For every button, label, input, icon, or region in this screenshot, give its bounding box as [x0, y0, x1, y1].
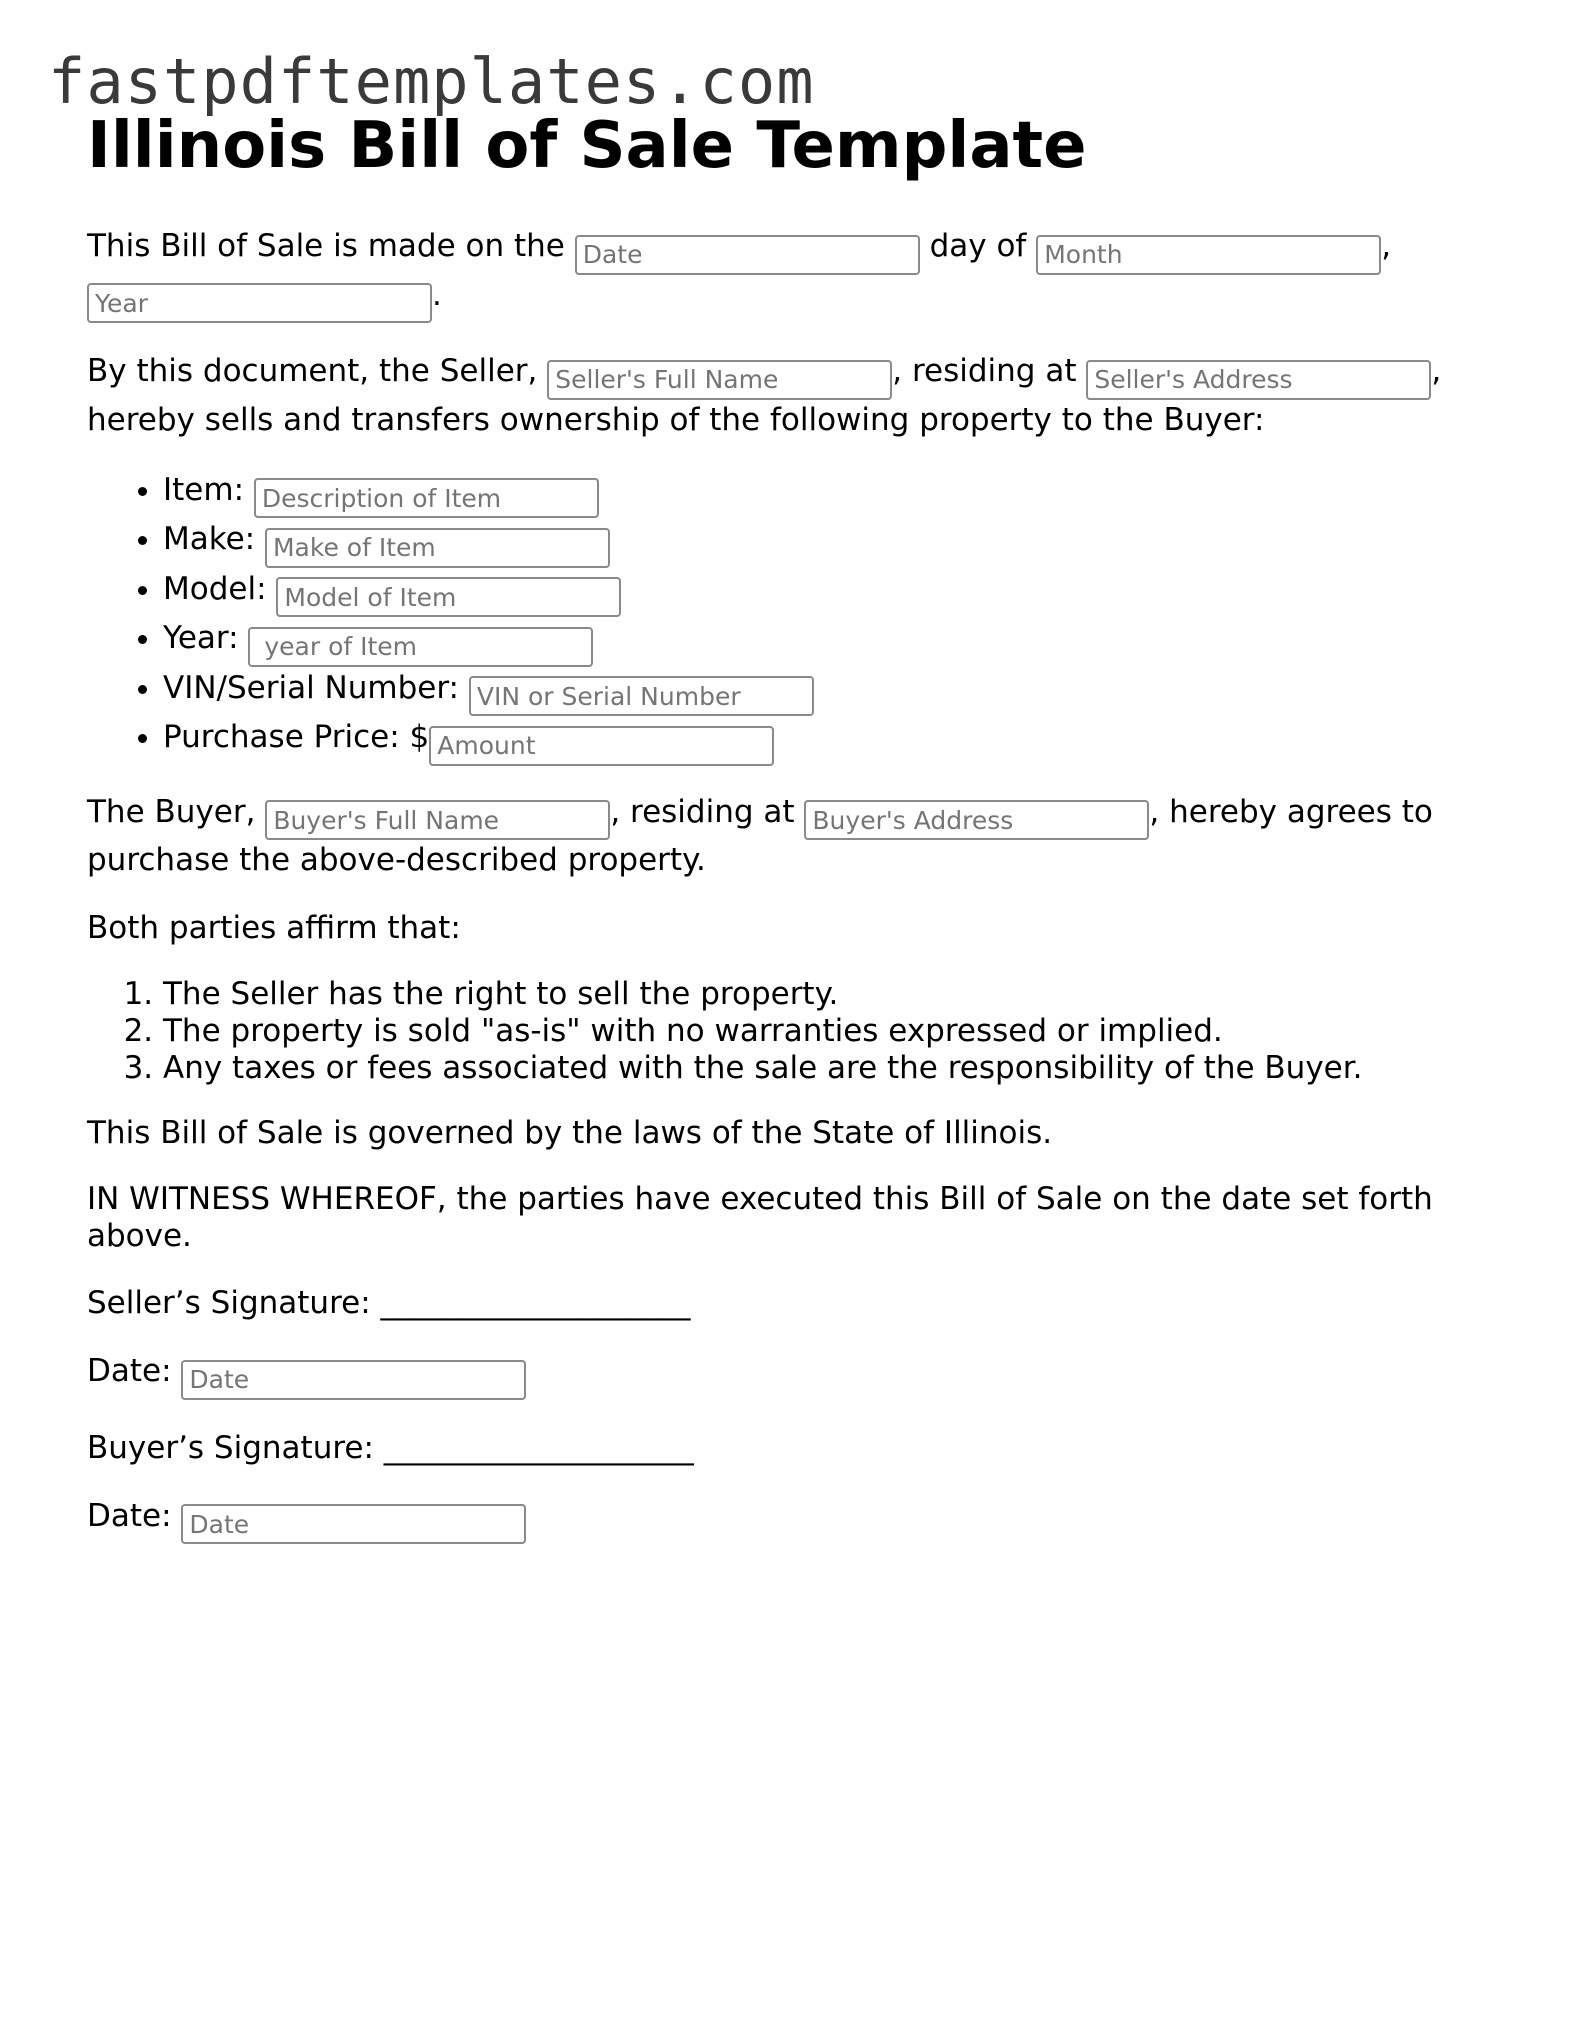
- seller-text-2: , residing at: [892, 353, 1077, 389]
- make-label: Make:: [163, 521, 256, 557]
- buyer-paragraph: [87, 792, 1487, 881]
- list-item: 1. The Seller has the right to sell the property.: [163, 976, 1487, 1013]
- buyer-name-input[interactable]: [265, 800, 610, 840]
- watermark: fastpdftemplates.com: [48, 45, 815, 118]
- price-label: Purchase Price: $: [163, 719, 430, 755]
- vin-label: VIN/Serial Number:: [163, 669, 459, 706]
- item-make-input[interactable]: [265, 528, 610, 568]
- item-description-input[interactable]: [254, 478, 599, 518]
- intro-text-2: day of: [929, 228, 1027, 264]
- purchase-price-input[interactable]: [429, 726, 774, 766]
- sale-date-input[interactable]: [575, 235, 920, 275]
- buyer-date-row: [87, 1496, 1487, 1545]
- vin-serial-input[interactable]: [469, 676, 814, 716]
- list-item: [163, 668, 1487, 717]
- buyer-text-1: The Buyer,: [87, 793, 256, 830]
- affirm-intro: Both parties affirm that:: [87, 910, 461, 946]
- list-item: [163, 569, 1487, 618]
- seller-signature-line: Seller’s Signature: ____________________: [87, 1285, 691, 1321]
- buyer-date-label: Date:: [87, 1497, 172, 1534]
- item-year-input[interactable]: [248, 627, 593, 667]
- buyer-date-input[interactable]: [181, 1504, 526, 1544]
- seller-name-input[interactable]: [547, 360, 892, 400]
- buyer-signature-line: Buyer’s Signature: ____________________: [87, 1429, 694, 1466]
- year-label: Year:: [163, 620, 239, 656]
- sale-month-input[interactable]: [1036, 235, 1381, 275]
- list-item: [163, 717, 1487, 766]
- sale-year-input[interactable]: [87, 283, 432, 323]
- item-model-input[interactable]: [276, 577, 621, 617]
- witness-statement: IN WITNESS WHEREOF, the parties have executed this Bill of Sale on the date set forth above.: [87, 1181, 1433, 1254]
- list-item: [163, 470, 1487, 519]
- affirmation-list: [87, 976, 1487, 1087]
- buyer-text-3: , hereby agrees to purchase the above-described property.: [87, 793, 1433, 878]
- seller-date-input[interactable]: [181, 1360, 526, 1400]
- intro-text-4: .: [432, 276, 442, 313]
- seller-text-1: By this document, the Seller,: [87, 353, 538, 389]
- seller-date-row: [87, 1351, 1487, 1400]
- list-item: 3. Any taxes or fees associated with the sale are the responsibility of the Buyer.: [163, 1050, 1487, 1087]
- buyer-text-2: , residing at: [610, 793, 795, 830]
- buyer-address-input[interactable]: [804, 800, 1149, 840]
- seller-address-input[interactable]: [1086, 360, 1431, 400]
- seller-text-3: ,: [1431, 353, 1442, 389]
- list-item: [163, 519, 1487, 568]
- page-title: Illinois Bill of Sale Template: [87, 109, 1087, 183]
- seller-paragraph: [87, 351, 1487, 440]
- governing-law: This Bill of Sale is governed by the laws of the State of Illinois.: [87, 1115, 1053, 1151]
- intro-text-1: This Bill of Sale is made on the: [87, 228, 565, 264]
- intro-paragraph: [87, 226, 1487, 323]
- list-item: [163, 618, 1487, 667]
- list-item: 2. The property is sold "as-is" with no warranties expressed or implied.: [163, 1013, 1487, 1050]
- seller-text-4: hereby sells and transfers ownership of the following property to the Buyer:: [87, 401, 1265, 438]
- intro-text-3: ,: [1381, 228, 1392, 264]
- document-body: [87, 108, 1487, 1572]
- seller-date-label: Date:: [87, 1353, 172, 1389]
- model-label: Model:: [163, 570, 267, 607]
- item-label: Item:: [163, 471, 245, 508]
- property-list: [87, 470, 1487, 766]
